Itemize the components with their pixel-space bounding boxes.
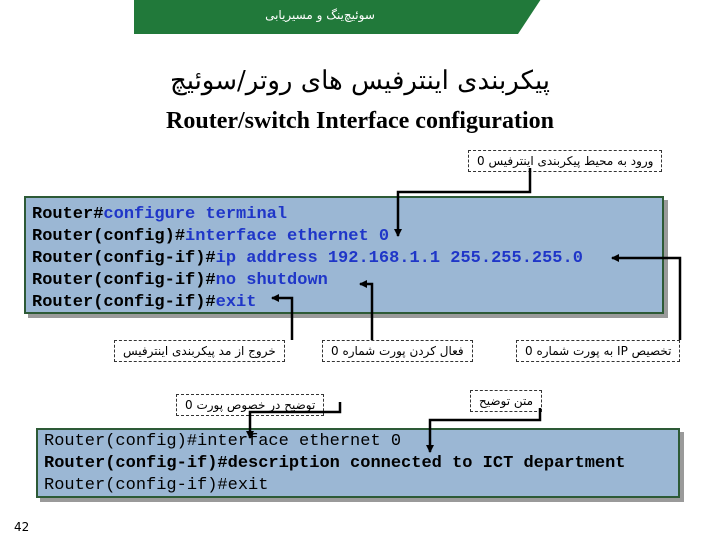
arrow-description (430, 408, 540, 452)
code-command: ip address 192.168.1.1 255.255.255.0 (215, 249, 583, 268)
note-exit-interface: خروج از مد پیکربندی اینترفیس (114, 340, 285, 362)
code-prompt: Router(config-if)# (32, 249, 216, 268)
code-prompt: Router(config-if)# (32, 271, 216, 290)
arrow-exit (272, 298, 292, 340)
slide-title-persian: پیکربندی اینترفیس های روتر/سوئیچ (169, 66, 551, 96)
arrow-enter-interface (398, 168, 530, 236)
code-prompt: Router(config-if)# (32, 293, 216, 312)
code-prompt: Router# (32, 205, 104, 224)
code-command: exit (215, 293, 257, 312)
note-enable-port: فعال کردن پورت شماره 0 (322, 340, 473, 362)
code-command: configure terminal (103, 205, 288, 224)
arrow-ip-address (612, 258, 680, 340)
note-assign-ip: تخصیص IP به پورت شماره 0 (516, 340, 680, 362)
code-command: no shutdown (215, 271, 328, 290)
arrow-interface-ethernet (250, 402, 340, 438)
slide-title-english: Router/switch Interface configuration (166, 108, 554, 134)
page-number: 42 (14, 520, 30, 534)
code-prompt: Router(config)# (32, 227, 186, 246)
code-line: Router(config-if)#description connected to ICT department (44, 454, 626, 473)
note-port-description: توضیح در خصوص پورت 0 (176, 394, 324, 416)
banner-text: سوئیچ‌ینگ و مسیریابی (265, 8, 375, 22)
note-description-text: متن توضیح (470, 390, 542, 412)
code-command: interface ethernet 0 (185, 227, 390, 246)
code-line: Router(config-if)#exit (44, 476, 269, 495)
note-enter-interface: ورود به محیط پیکربندی اینترفیس 0 (468, 150, 662, 172)
arrow-no-shutdown (360, 284, 372, 340)
code-line: Router(config)#interface ethernet 0 (44, 432, 402, 451)
